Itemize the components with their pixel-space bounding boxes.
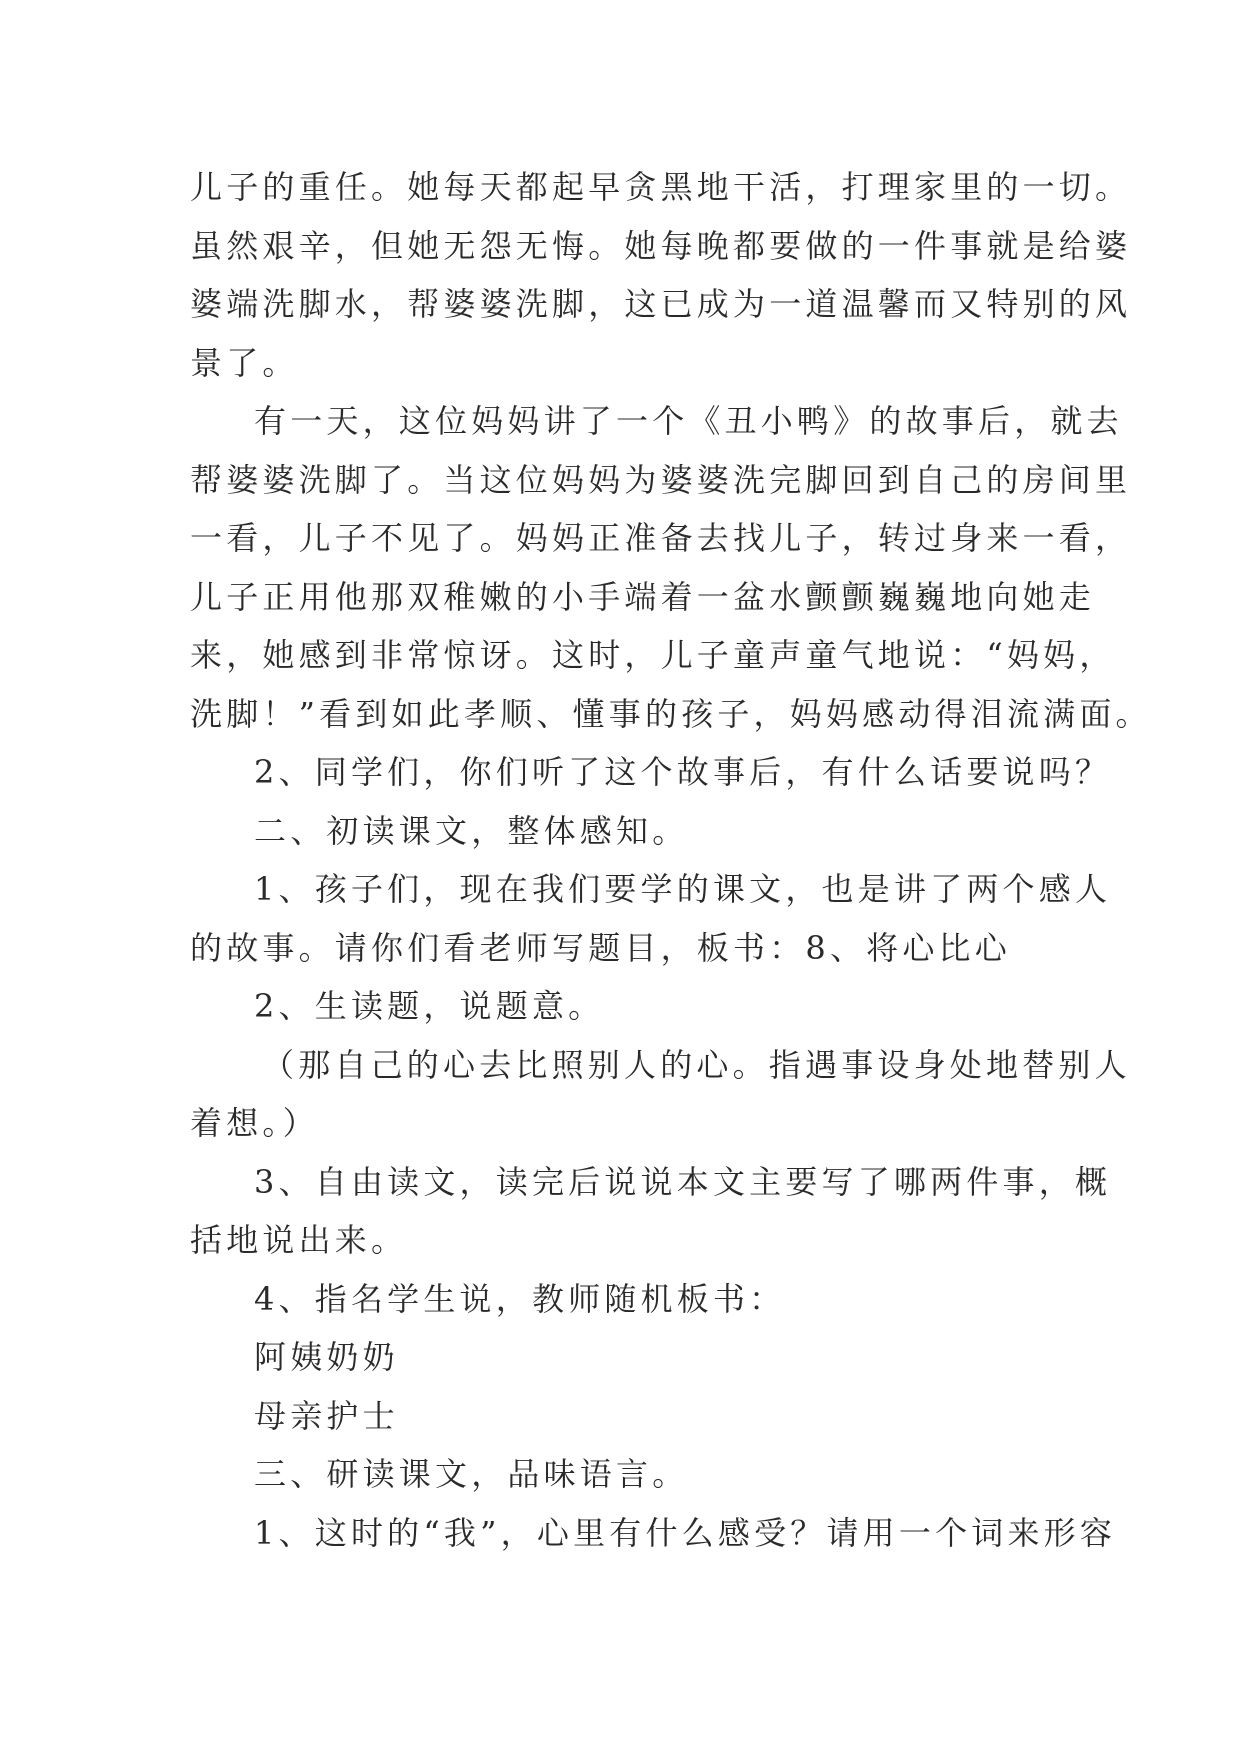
text-line: 1、孩子们，现在我们要学的课文，也是讲了两个感人 [254, 870, 1112, 908]
text-line: 儿子正用他那双稚嫩的小手端着一盆水颤颤巍巍地向她走 [190, 577, 1096, 616]
text-line: 虽然艰辛，但她无怨无悔。她每晚都要做的一件事就是给婆 [190, 226, 1132, 265]
board-item: 母亲护士 [254, 1396, 399, 1435]
text-line: 的故事。请你们看老师写题目，板书：8、将心比心 [190, 928, 1011, 967]
text-line: 帮婆婆洗脚了。当这位妈妈为婆婆洗完脚回到自己的房间里 [190, 460, 1132, 499]
section-heading: 二、初读课文，整体感知。 [254, 811, 689, 850]
text-line: 有一天，这位妈妈讲了一个《丑小鸭》的故事后，就去 [254, 402, 1123, 440]
text-line: 一看，儿子不见了。妈妈正准备去找儿子，转过身来一看， [190, 519, 1132, 557]
text-line: 来，她感到非常惊讶。这时，儿子童声童气地说：“妈妈， [190, 636, 1116, 674]
text-line: 2、同学们，你们听了这个故事后，有什么话要说吗？ [254, 753, 1112, 791]
text-line: 3、自由读文，读完后说说本文主要写了哪两件事，概 [254, 1162, 1112, 1201]
text-line: 儿子的重任。她每天都起早贪黑地干活，打理家里的一切。 [190, 168, 1132, 206]
text-line: （那自己的心去比照别人的心。指遇事设身处地替别人 [262, 1045, 1131, 1084]
text-line: 景了。 [190, 343, 299, 382]
text-line: 2、生读题，说题意。 [254, 987, 605, 1025]
text-line: 4、指名学生说，教师随机板书： [254, 1279, 786, 1318]
text-line: 括地说出来。 [190, 1221, 408, 1259]
text-line: 洗脚！”看到如此孝顺、懂事的孩子，妈妈感动得泪流满面。 [190, 694, 1152, 733]
text-line: 着想。） [190, 1104, 319, 1142]
text-line: 1、这时的“我”，心里有什么感受？请用一个词来形容 [254, 1513, 1117, 1552]
board-item: 阿姨奶奶 [254, 1338, 399, 1376]
text-line: 婆端洗脚水，帮婆婆洗脚，这已成为一道温馨而又特别的风 [190, 285, 1132, 323]
document-body [190, 158, 1152, 1562]
section-heading: 三、研读课文，品味语言。 [254, 1455, 689, 1493]
